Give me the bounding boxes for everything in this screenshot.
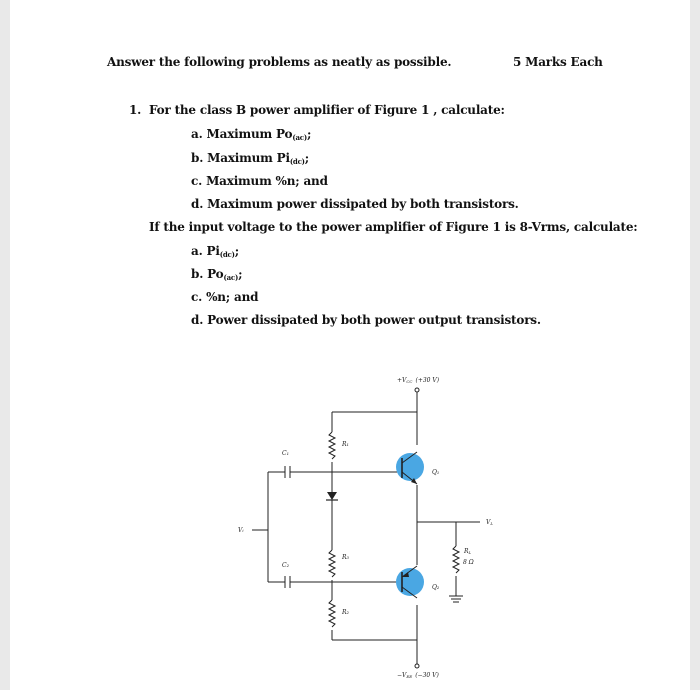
marks-label: 5 Marks Each [513,55,603,69]
part-text: Maximum Po [206,127,293,141]
part-letter: c. [191,174,203,188]
part-subscript: (ac) [223,273,239,282]
part-letter: b. [191,267,204,281]
part-letter: a. [191,244,203,258]
vi-label: Vᵢ [238,527,244,534]
part-text: %n; and [206,290,259,304]
c2-label: C₂ [282,562,289,569]
page-edge-left [0,0,10,690]
part-text: Po [207,267,224,281]
r2-label: R₂ [342,609,349,616]
part-text: Power dissipated by both power output transistors. [207,313,541,327]
part-letter: c. [191,290,203,304]
q1-transistor [396,452,424,484]
circuit-diagram [10,0,690,690]
part-text: Maximum power dissipated by both transistors. [207,197,519,211]
part-subscript: (dc) [219,250,235,259]
part-text: Maximum Pi [207,151,290,165]
rl-label: RL [464,548,472,555]
problem-intro: For the class B power amplifier of Figure 1 , calculate: [149,103,505,117]
vee-label: −VEE (−30 V) [397,672,439,679]
part-letter: a. [191,127,203,141]
rl-value: 8 Ω [463,559,474,566]
rl-resistor [453,546,459,573]
part-letter: d. [191,313,204,327]
problem-intro-2: If the input voltage to the power amplifier of Figure 1 is 8-Vrms, calculate: [149,220,638,234]
q1-label: Q₁ [432,469,440,476]
page-edge-right [690,0,700,690]
vl-label: VL [486,519,493,526]
problem-number: 1. [129,103,142,117]
r1-label: R₁ [342,441,349,448]
part-tail: ; [234,244,239,258]
r3-label: R₃ [342,554,349,561]
part-tail: ; [238,267,243,281]
part-letter: d. [191,197,204,211]
vcc-terminal [415,388,419,392]
instructions-heading: Answer the following problems as neatly as possible. [107,55,452,69]
part-text: Pi [206,244,220,258]
part-tail: ; [304,151,310,165]
part-text: Maximum %n; and [206,174,328,188]
part-subscript: (dc) [289,157,305,166]
r2-resistor [329,600,335,627]
vcc-label: +VCC (+30 V) [397,377,440,384]
r3-resistor [329,550,335,577]
diode-symbol [327,492,337,500]
part-letter: b. [191,151,204,165]
part-subscript: (ac) [292,133,307,142]
vee-terminal [415,664,419,668]
c1-label: C₁ [282,450,289,457]
r1-resistor [329,432,335,459]
q2-label: Q₂ [432,584,440,591]
q2-transistor [396,566,424,598]
part-tail: ; [306,127,312,141]
